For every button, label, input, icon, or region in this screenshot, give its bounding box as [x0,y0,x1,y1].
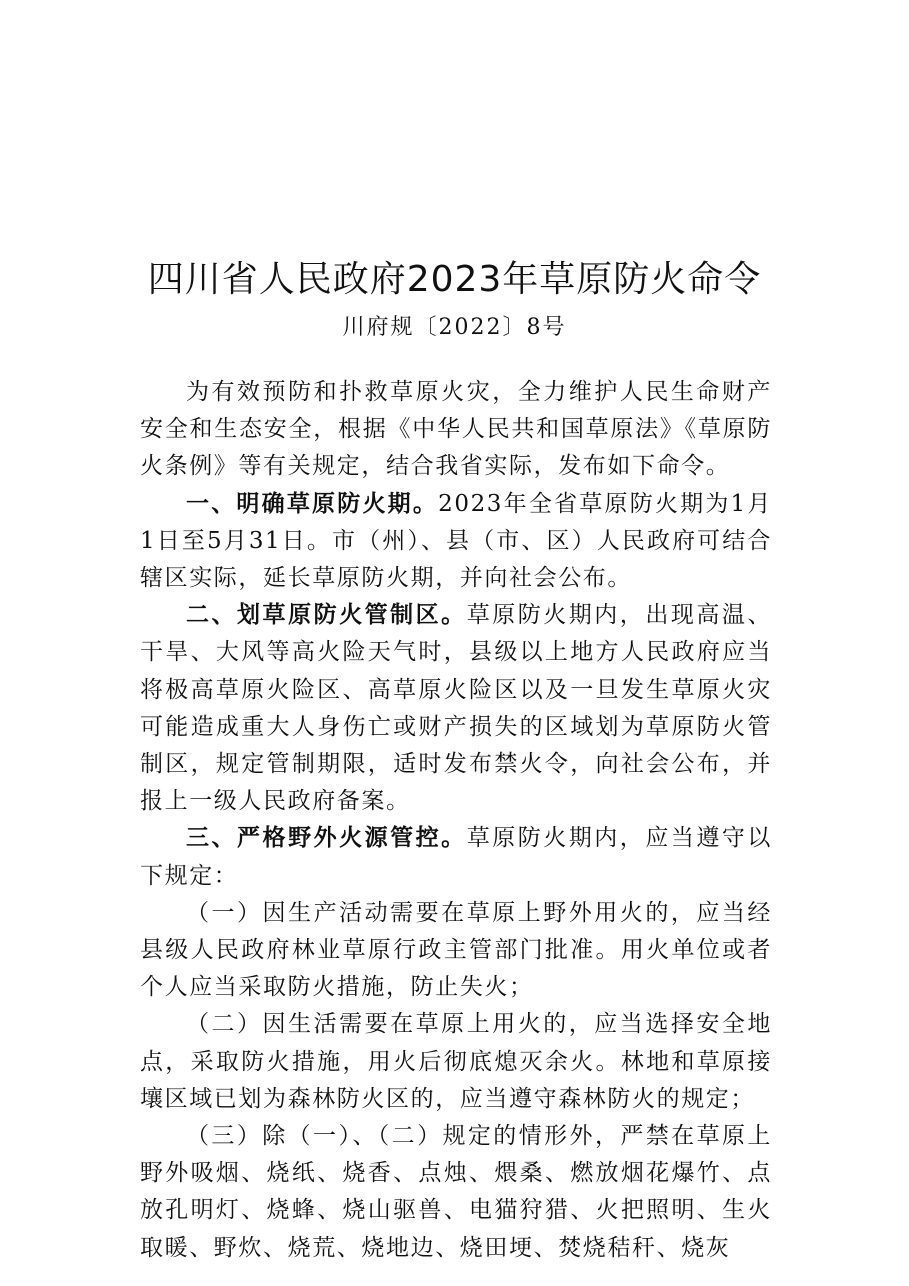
document-body [140,374,772,1267]
paragraph-text: 草原防火期内，应当遵守以下规定： [140,825,772,889]
paragraph-item-1 [140,895,772,1007]
paragraph-heading: 二、划草原防火管制区。 [186,602,467,629]
paragraph-heading: 三、严格野外火源管控。 [186,825,467,852]
paragraph-heading: 一、明确草原防火期。 [186,490,439,517]
paragraph-section-3 [140,820,772,894]
document-title: 四川省人民政府2023年草原防火命令 [147,259,762,300]
paragraph-text: 2023年全省草原防火期为1月1日至5月31日。市（州）、县（市、区）人民政府可结合辖区实际，延长草原防火期，并向社会公布。 [140,490,772,592]
paragraph-item-2 [140,1006,772,1118]
paragraph-text: （二）因生活需要在草原上用火的，应当选择安全地点，采取防火措施，用火后彻底熄灭余火。林地和草原接壤区域已划为森林防火区的，应当遵守森林防火的规定； [140,1011,772,1112]
paragraph-section-2 [140,597,772,820]
paragraph-section-1 [140,486,772,598]
paragraph-item-3 [140,1118,772,1267]
paragraph-text: （一）因生产活动需要在草原上野外用火的，应当经县级人民政府林业草原行政主管部门批准。用火单位或者个人应当采取防火措施，防止失火； [140,899,772,1001]
paragraph-text: （三）除（一）、（二）规定的情形外，严禁在草原上野外吸烟、烧纸、烧香、点烛、煨桑、燃放烟花爆竹、点放孔明灯、烧蜂、烧山驱兽、电猫狩猎、火把照明、生火取暖、野炊、烧荒、烧地边、烧田埂、焚烧秸秆、烧灰 [140,1123,772,1261]
paragraph-text: 草原防火期内，出现高温、干旱、大风等高火险天气时，县级以上地方人民政府应当将极高草原火险区、高草原火险区以及一旦发生草原火灾可能造成重大人身伤亡或财产损失的区域划为草原防火管制区，规定管制期限，适时发布禁火令，向社会公布，并报上一级人民政府备案。 [140,602,772,815]
document-number: 川府规〔2022〕8号 [342,315,567,340]
paragraph-intro [140,374,772,486]
paragraph-text: 为有效预防和扑救草原火灾，全力维护人民生命财产安全和生态安全，根据《中华人民共和国草原法》《草原防火条例》等有关规定，结合我省实际，发布如下命令。 [140,379,772,480]
